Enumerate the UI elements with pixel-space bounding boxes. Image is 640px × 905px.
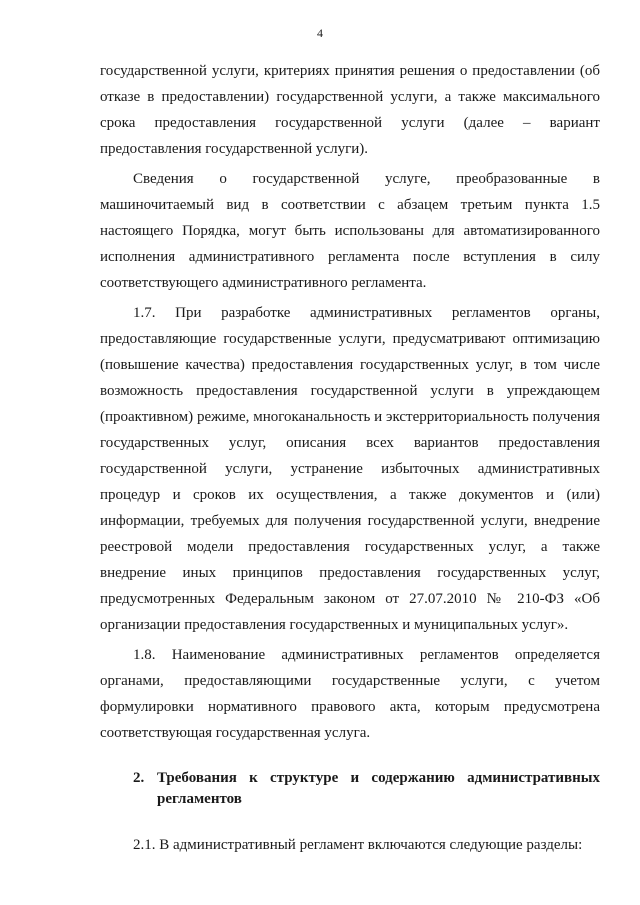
paragraph-machine-readable: Сведения о государственной услуге, преобразованные в машиночитаемый вид в соответствии с абзацем третьим пункта 1.5 настоящего Порядка, могут быть использованы для автоматизированного исполнения административного регламента после вступления в силу соответствующего административного регламента.: [100, 171, 600, 291]
paragraph-2-1: 2.1. В административный регламент включаются следующие разделы:: [133, 837, 583, 853]
section-title: Требования к структуре и содержанию административных регламентов: [157, 770, 600, 807]
paragraph-continuation: государственной услуги, критериях принятия решения о предоставлении (об отказе в предоставлении) государственной услуги, а также максимального срока предоставления государственной услуги (далее – вариант предоставления государственной услуги).: [100, 63, 600, 157]
paragraph-1-7: 1.7. При разработке административных регламентов органы, предоставляющие государственные услуги, предусматривают оптимизацию (повышение качества) предоставления государственных услуг, в том числе возможность предоставления государственной услуги в упреждающем (проактивном) режиме, многоканальность и экстерриториальность получения государственных услуг, описания всех вариантов предоставления государственной услуги, устранение избыточных административных процедур и сроков их осуществления, а также документов и (или) информации, требуемых для получения государственной услуги, внедрение реестровой модели предоставления государственных услуг, а также внедрение иных принципов предоставления государственных услуг, предусмотренных Федеральным законом от 27.07.2010 № 210-ФЗ «Об организации предоставления государственных и муниципальных услуг».: [100, 305, 600, 633]
section-heading: [100, 768, 600, 810]
document-body: [100, 58, 600, 858]
paragraph-1-8: 1.8. Наименование административных регламентов определяется органами, предоставляющими государственные услуги, с учетом формулировки нормативного правового акта, которым предусмотрена соответствующая государственная услуга.: [100, 647, 600, 741]
page-number: 4: [317, 26, 323, 40]
section-number: 2.: [133, 770, 145, 786]
